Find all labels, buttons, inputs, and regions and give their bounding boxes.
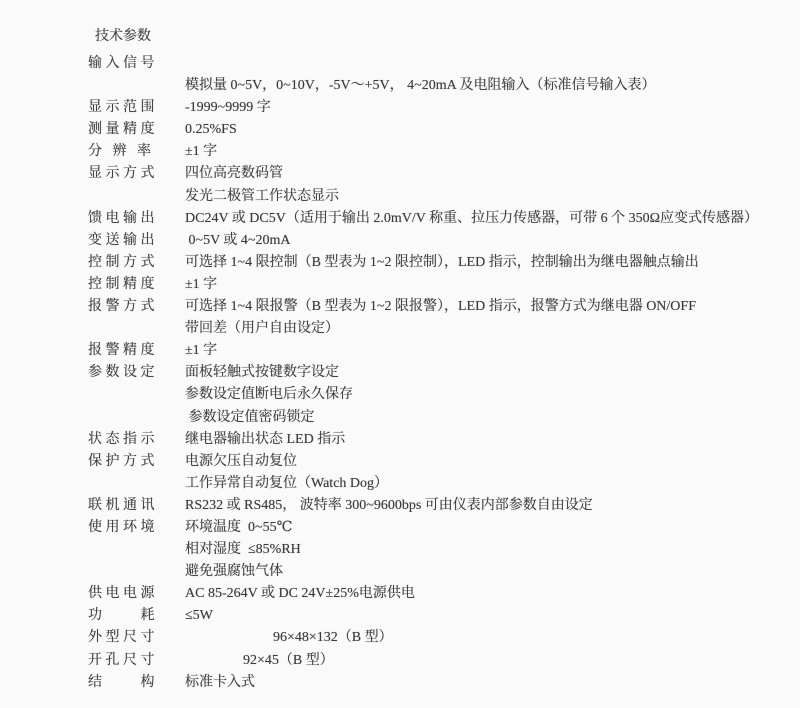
spec-line-label: 显示范围 (88, 100, 158, 116)
spec-line (0, 650, 800, 672)
spec-line (0, 384, 800, 406)
spec-line-label: 显示方式 (88, 166, 158, 182)
spec-line-label: 状态指示 (88, 431, 158, 447)
spec-line-value: 避免强腐蚀气体 (185, 564, 283, 580)
spec-line-value: ±1 字 (185, 144, 218, 160)
spec-line-value: 可选择 1~4 限报警（B 型表为 1~2 限报警），LED 指示，报警方式为继电器 ON/OFF (185, 299, 696, 315)
spec-line-value: -1999~9999 字 (185, 100, 271, 116)
spec-line-label: 输入信号 (88, 56, 158, 71)
spec-line (0, 362, 800, 384)
spec-line (0, 186, 800, 208)
spec-line-label: 分 辨 率 (88, 144, 155, 160)
spec-line-label: 联机通讯 (88, 497, 158, 513)
spec-line-label: 馈电输出 (88, 210, 158, 226)
spec-line-value: RS232 或 RS485， 波特率 300~9600bps 可由仪表内部参数自由设定 (185, 497, 593, 513)
spec-line-label: 变送输出 (88, 232, 158, 248)
spec-line-label: 供电电源 (88, 586, 158, 602)
spec-line (0, 296, 800, 318)
spec-line-value: 参数设定值断电后永久保存 (185, 387, 353, 403)
spec-line (0, 119, 800, 141)
spec-line-value: 0.25%FS (185, 122, 237, 138)
spec-line-label: 开孔尺寸 (88, 652, 158, 668)
spec-line-value: ±1 字 (185, 276, 218, 292)
spec-line-value: ≤5W (185, 608, 213, 624)
spec-line-label: 功 耗 (88, 608, 158, 624)
spec-line-value: 继电器输出状态 LED 指示 (185, 431, 346, 447)
spec-line (0, 230, 800, 252)
spec-line-value: 四位高亮数码管 (185, 166, 283, 182)
spec-line-value: 标准卡入式 (185, 674, 255, 690)
spec-line-value: ±1 字 (185, 343, 218, 359)
spec-line-value: 面板轻触式按键数字设定 (185, 365, 339, 381)
spec-line-label: 报警方式 (88, 299, 158, 315)
spec-line (0, 75, 800, 97)
spec-line (0, 252, 800, 274)
spec-line (0, 97, 800, 119)
spec-line-label: 保护方式 (88, 453, 158, 469)
spec-line-value: 工作异常自动复位（Watch Dog） (185, 475, 389, 491)
spec-line-value: 环境温度 0~55℃ (185, 519, 293, 535)
spec-line (0, 627, 800, 649)
spec-line (0, 605, 800, 627)
spec-line-value: 电源欠压自动复位 (185, 453, 297, 469)
spec-line-value: 发光二极管工作状态显示 (185, 188, 339, 204)
spec-line (0, 429, 800, 451)
spec-line (0, 407, 800, 429)
spec-line (0, 672, 800, 694)
spec-line-value: AC 85-264V 或 DC 24V±25%电源供电 (185, 586, 415, 602)
spec-line-value: 相对湿度 ≤85%RH (185, 542, 301, 558)
spec-line-value: 0~5V 或 4~20mA (185, 232, 291, 248)
spec-line-label: 控制精度 (88, 276, 158, 292)
spec-line-value: 模拟量 0~5V，0~10V，-5V～+5V， 4~20mA 及电阻输入（标准信号输入表） (185, 78, 656, 94)
spec-line (0, 274, 800, 296)
spec-line-value: 可选择 1~4 限控制（B 型表为 1~2 限控制），LED 指示，控制输出为继电器触点输出 (185, 254, 699, 270)
spec-line (0, 208, 800, 230)
spec-line (0, 561, 800, 583)
spec-line-label: 测量精度 (88, 122, 158, 138)
spec-line-label: 报警精度 (88, 343, 158, 359)
spec-line-label: 参数设定 (88, 365, 158, 381)
spec-line (0, 141, 800, 163)
page-title: 技术参数 (95, 29, 151, 44)
spec-line (0, 163, 800, 185)
spec-line (0, 318, 800, 340)
spec-line (0, 451, 800, 473)
spec-line (0, 340, 800, 362)
spec-line (0, 517, 800, 539)
spec-line-value: 92×45（B 型） (243, 652, 334, 668)
spec-line-value: 带回差（用户自由设定） (185, 321, 339, 337)
spec-line (0, 539, 800, 561)
spec-line-value: 96×48×132（B 型） (273, 630, 393, 646)
spec-line-label: 使用环境 (88, 519, 158, 535)
spec-line-label: 外型尺寸 (88, 630, 158, 646)
spec-line (0, 53, 800, 75)
spec-line-label: 控制方式 (88, 254, 158, 270)
spec-line-label: 结 构 (88, 674, 158, 690)
spec-line (0, 473, 800, 495)
spec-line-value: 参数设定值密码锁定 (185, 409, 315, 425)
spec-line (0, 495, 800, 517)
spec-line (0, 583, 800, 605)
spec-line-value: DC24V 或 DC5V（适用于输出 2.0mV/V 称重、拉压力传感器，可带 6 个 350Ω应变式传感器） (185, 210, 759, 226)
spec-lines (0, 51, 800, 694)
